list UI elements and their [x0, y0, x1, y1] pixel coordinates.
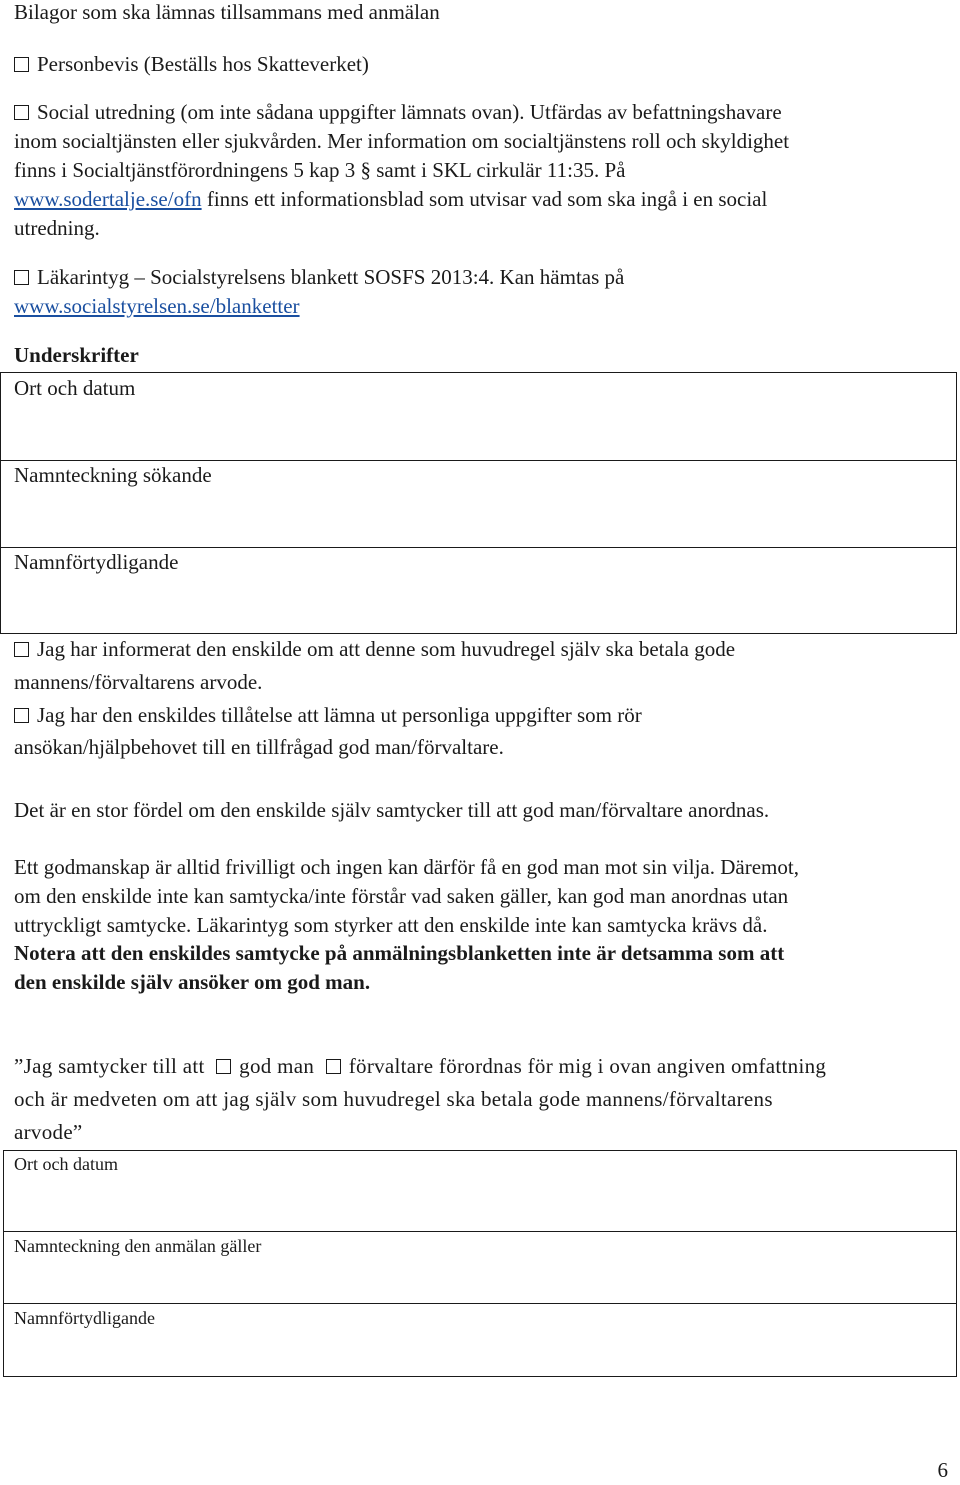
social-text-1: Social utredning (om inte sådana uppgifter lämnats ovan). Utfärdas av befattningshavare: [37, 100, 782, 124]
label-ort-datum: Ort och datum: [14, 376, 136, 400]
lakarintyg-link-line: [14, 292, 300, 321]
signature-row-place-date[interactable]: [1, 373, 956, 460]
advantage-note: Det är en stor fördel om den enskilde själv samtycker till att god man/förvaltare anordnas.: [14, 798, 770, 822]
checkbox-personbevis[interactable]: [14, 57, 29, 72]
option-forvaltare: förvaltare förordnas för mig i ovan angiven omfattning: [348, 1054, 827, 1078]
social-text-4: [14, 185, 767, 214]
label2-namnteckning: Namnteckning den anmälan gäller: [14, 1236, 262, 1256]
checkbox-lakarintyg[interactable]: [14, 270, 29, 285]
social-text-4-rest: finns ett informationsblad som utvisar vad som ska ingå i en social: [201, 187, 768, 211]
voluntary-text-2: om den enskilde inte kan samtycka/inte förstår vad saken gäller, kan god man anordnas utan: [14, 884, 789, 908]
consent-statement-line1: [14, 1052, 826, 1081]
checkbox-god-man[interactable]: [216, 1059, 231, 1074]
informed-item: [14, 635, 735, 664]
checkbox-forvaltare[interactable]: [326, 1059, 341, 1074]
checkbox-permission[interactable]: [14, 708, 29, 723]
sodertalje-link[interactable]: www.sodertalje.se/ofn: [14, 187, 202, 211]
permission-text-1: Jag har den enskildes tillåtelse att lämna ut personliga uppgifter som rör: [37, 703, 642, 727]
signatures-heading: Underskrifter: [14, 343, 139, 367]
consent-statement-line3: arvode”: [14, 1120, 83, 1144]
personbevis-label: Personbevis (Beställs hos Skatteverket): [37, 52, 369, 76]
social-item-line1: [14, 98, 782, 127]
socialstyrelsen-link[interactable]: www.socialstyrelsen.se/blanketter: [14, 294, 300, 318]
informed-text-1: Jag har informerat den enskilde om att denne som huvudregel själv ska betala gode: [37, 637, 736, 661]
option-god-man: god man: [239, 1054, 315, 1078]
informed-text-2: mannens/förvaltarens arvode.: [14, 670, 263, 694]
bold-note-2: den enskilde själv ansöker om god man.: [14, 970, 371, 994]
voluntary-text-1: Ett godmanskap är alltid frivilligt och ingen kan därför få en god man mot sin vilja. Däremot,: [14, 855, 799, 879]
permission-item: [14, 701, 642, 730]
signature2-row-place-date[interactable]: [4, 1151, 956, 1231]
checkbox-social-utredning[interactable]: [14, 105, 29, 120]
lakarintyg-label: Läkarintyg – Socialstyrelsens blankett SOSFS 2013:4. Kan hämtas på: [37, 265, 625, 289]
checkbox-informed[interactable]: [14, 642, 29, 657]
consent-part1: ”Jag samtycker till att: [14, 1054, 205, 1078]
label2-namnfortydligande: Namnförtydligande: [14, 1308, 155, 1328]
label2-ort-datum: Ort och datum: [14, 1154, 118, 1174]
signature-box-2: [3, 1150, 957, 1377]
social-text-5: utredning.: [14, 216, 100, 240]
label-namnfortydligande: Namnförtydligande: [14, 550, 179, 574]
personbevis-item: [14, 50, 369, 79]
lakarintyg-item: [14, 263, 624, 292]
label-namnteckning-sokande: Namnteckning sökande: [14, 463, 212, 487]
signature-box-1: [0, 372, 957, 634]
consent-statement-line2: och är medveten om att jag själv som huvudregel ska betala gode mannens/förvaltarens: [14, 1087, 773, 1111]
bold-note-1: Notera att den enskildes samtycke på anmälningsblanketten inte är detsamma som att: [14, 941, 785, 965]
page-number: 6: [937, 1458, 948, 1482]
permission-text-2: ansökan/hjälpbehovet till en tillfrågad god man/förvaltare.: [14, 735, 504, 759]
social-text-2: inom socialtjänsten eller sjukvården. Mer information om socialtjänstens roll och skyldighet: [14, 129, 790, 153]
social-text-3: finns i Socialtjänstförordningens 5 kap 3 § samt i SKL cirkulär 11:35. På: [14, 158, 626, 182]
voluntary-text-3: uttryckligt samtycke. Läkarintyg som styrker att den enskilde inte kan samtycka krävs då.: [14, 913, 768, 937]
attachments-heading: Bilagor som ska lämnas tillsammans med anmälan: [14, 0, 440, 24]
